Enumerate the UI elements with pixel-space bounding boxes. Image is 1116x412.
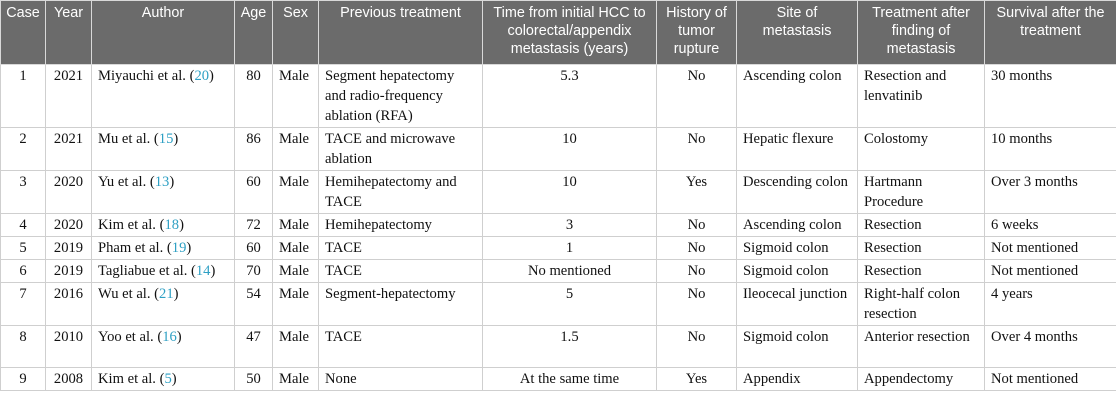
cell-treatment-after: Right-half colon resection (858, 283, 985, 326)
cell-site: Descending colon (737, 171, 858, 214)
cell-survival: 30 months (985, 65, 1116, 128)
cell-case: 5 (1, 237, 46, 260)
table-row (1, 368, 1116, 391)
cell-sex: Male (273, 326, 319, 368)
cell-age: 54 (235, 283, 273, 326)
cell-site: Sigmoid colon (737, 237, 858, 260)
table-row (1, 65, 1116, 128)
cell-history-rupture: No (657, 326, 737, 368)
cell-site: Sigmoid colon (737, 326, 858, 368)
cell-author (92, 326, 235, 368)
author-name: Pham et al. ( (98, 240, 172, 256)
cell-author (92, 128, 235, 171)
cell-time-to-metastasis: At the same time (483, 368, 657, 391)
reference-link[interactable]: 19 (171, 240, 187, 256)
header-time-to-metastasis: Time from initial HCC to colorectal/appendix metastasis (years) (483, 1, 657, 65)
reference-close-paren: ) (173, 286, 179, 302)
cell-treatment-after: Hartmann Procedure (858, 171, 985, 214)
table-row (1, 260, 1116, 283)
cell-survival: 10 months (985, 128, 1116, 171)
cell-history-rupture: No (657, 214, 737, 237)
cell-sex: Male (273, 283, 319, 326)
cell-age: 50 (235, 368, 273, 391)
cell-age: 60 (235, 171, 273, 214)
cell-survival: 6 weeks (985, 214, 1116, 237)
reference-close-paren: ) (171, 371, 177, 387)
cell-survival: Not mentioned (985, 237, 1116, 260)
cell-survival: Over 4 months (985, 326, 1116, 368)
cell-time-to-metastasis: 1 (483, 237, 657, 260)
header-site: Site of metastasis (737, 1, 858, 65)
cell-year: 2016 (46, 283, 92, 326)
header-survival: Survival after the treatment (985, 1, 1116, 65)
cell-sex: Male (273, 128, 319, 171)
cell-sex: Male (273, 214, 319, 237)
reference-link[interactable]: 14 (195, 263, 211, 279)
cell-survival: 4 years (985, 283, 1116, 326)
cell-history-rupture: No (657, 128, 737, 171)
cell-year: 2010 (46, 326, 92, 368)
reference-close-paren: ) (186, 240, 192, 256)
reference-close-paren: ) (173, 131, 179, 147)
cell-sex: Male (273, 260, 319, 283)
cell-author (92, 214, 235, 237)
cell-time-to-metastasis: No mentioned (483, 260, 657, 283)
table-row (1, 326, 1116, 368)
cell-age: 86 (235, 128, 273, 171)
cell-survival: Over 3 months (985, 171, 1116, 214)
header-year: Year (46, 1, 92, 65)
cell-treatment-after: Colostomy (858, 128, 985, 171)
author-name: Miyauchi et al. ( (98, 68, 195, 84)
reference-close-paren: ) (169, 174, 175, 190)
header-age: Age (235, 1, 273, 65)
reference-link[interactable]: 15 (158, 131, 174, 147)
author-name: Mu et al. ( (98, 131, 159, 147)
cell-treatment-after: Resection (858, 237, 985, 260)
header-treatment-after: Treatment after finding of metastasis (858, 1, 985, 65)
author-name: Yu et al. ( (98, 174, 155, 190)
cell-history-rupture: No (657, 237, 737, 260)
cell-case: 7 (1, 283, 46, 326)
author-name: Tagliabue et al. ( (98, 263, 196, 279)
cell-survival: Not mentioned (985, 260, 1116, 283)
cell-site: Ileocecal junction (737, 283, 858, 326)
header-row (1, 1, 1116, 65)
cell-year: 2019 (46, 237, 92, 260)
reference-link[interactable]: 16 (162, 329, 177, 345)
reference-link[interactable]: 13 (154, 174, 170, 190)
cell-age: 80 (235, 65, 273, 128)
cell-author (92, 368, 235, 391)
cell-site: Appendix (737, 368, 858, 391)
cell-treatment-after: Resection and lenvatinib (858, 65, 985, 128)
cell-sex: Male (273, 237, 319, 260)
cell-age: 60 (235, 237, 273, 260)
cell-previous-treatment: TACE (319, 326, 483, 368)
reference-close-paren: ) (179, 217, 184, 233)
cell-time-to-metastasis: 5.3 (483, 65, 657, 128)
cell-previous-treatment: None (319, 368, 483, 391)
cell-site: Ascending colon (737, 214, 858, 237)
cell-previous-treatment: Segment hepatectomy and radio-frequency ablation (RFA) (319, 65, 483, 128)
cell-time-to-metastasis: 1.5 (483, 326, 657, 368)
cell-previous-treatment: TACE and microwave ablation (319, 128, 483, 171)
cell-previous-treatment: TACE (319, 237, 483, 260)
cell-site: Hepatic flexure (737, 128, 858, 171)
cell-case: 4 (1, 214, 46, 237)
cell-year: 2021 (46, 128, 92, 171)
cell-author (92, 171, 235, 214)
cell-author (92, 260, 235, 283)
table-row (1, 237, 1116, 260)
cell-age: 72 (235, 214, 273, 237)
cell-age: 70 (235, 260, 273, 283)
cell-year: 2021 (46, 65, 92, 128)
cell-previous-treatment: Segment-hepatectomy (319, 283, 483, 326)
header-previous-treatment: Previous treatment (319, 1, 483, 65)
cell-case: 9 (1, 368, 46, 391)
table-row (1, 214, 1116, 237)
header-case: Case (1, 1, 46, 65)
cell-author (92, 283, 235, 326)
cell-survival: Not mentioned (985, 368, 1116, 391)
cell-case: 6 (1, 260, 46, 283)
cell-time-to-metastasis: 3 (483, 214, 657, 237)
cell-year: 2008 (46, 368, 92, 391)
reference-close-paren: ) (209, 68, 214, 84)
table-row (1, 171, 1116, 214)
cell-author (92, 65, 235, 128)
cell-history-rupture: No (657, 260, 737, 283)
cell-history-rupture: No (657, 65, 737, 128)
reference-close-paren: ) (210, 263, 216, 279)
cell-case: 1 (1, 65, 46, 128)
cell-previous-treatment: TACE (319, 260, 483, 283)
cell-time-to-metastasis: 10 (483, 128, 657, 171)
reference-close-paren: ) (176, 329, 182, 345)
cell-treatment-after: Appendectomy (858, 368, 985, 391)
author-name: Wu et al. ( (98, 286, 160, 302)
cell-case: 8 (1, 326, 46, 368)
reference-link[interactable]: 5 (164, 371, 172, 387)
cell-sex: Male (273, 368, 319, 391)
cell-history-rupture: No (657, 283, 737, 326)
author-name: Yoo et al. ( (98, 329, 163, 345)
header-author: Author (92, 1, 235, 65)
cell-previous-treatment: Hemihepatectomy and TACE (319, 171, 483, 214)
cell-age: 47 (235, 326, 273, 368)
cell-author (92, 237, 235, 260)
cell-treatment-after: Resection (858, 260, 985, 283)
cell-time-to-metastasis: 5 (483, 283, 657, 326)
cell-history-rupture: Yes (657, 171, 737, 214)
cell-site: Sigmoid colon (737, 260, 858, 283)
cell-case: 3 (1, 171, 46, 214)
author-name: Kim et al. ( (98, 371, 165, 387)
header-sex: Sex (273, 1, 319, 65)
cell-year: 2020 (46, 214, 92, 237)
cell-history-rupture: Yes (657, 368, 737, 391)
cell-time-to-metastasis: 10 (483, 171, 657, 214)
table-row (1, 283, 1116, 326)
cell-sex: Male (273, 171, 319, 214)
cell-treatment-after: Resection (858, 214, 985, 237)
header-history-rupture: History of tumor rupture (657, 1, 737, 65)
reference-link[interactable]: 20 (194, 68, 210, 84)
reference-link[interactable]: 18 (164, 217, 180, 233)
cell-year: 2020 (46, 171, 92, 214)
cell-sex: Male (273, 65, 319, 128)
cell-previous-treatment: Hemihepatectomy (319, 214, 483, 237)
reference-link[interactable]: 21 (159, 286, 174, 302)
table-body (1, 65, 1116, 391)
cell-treatment-after: Anterior resection (858, 326, 985, 368)
cell-site: Ascending colon (737, 65, 858, 128)
author-name: Kim et al. ( (98, 217, 165, 233)
table-row (1, 128, 1116, 171)
cell-case: 2 (1, 128, 46, 171)
cell-year: 2019 (46, 260, 92, 283)
